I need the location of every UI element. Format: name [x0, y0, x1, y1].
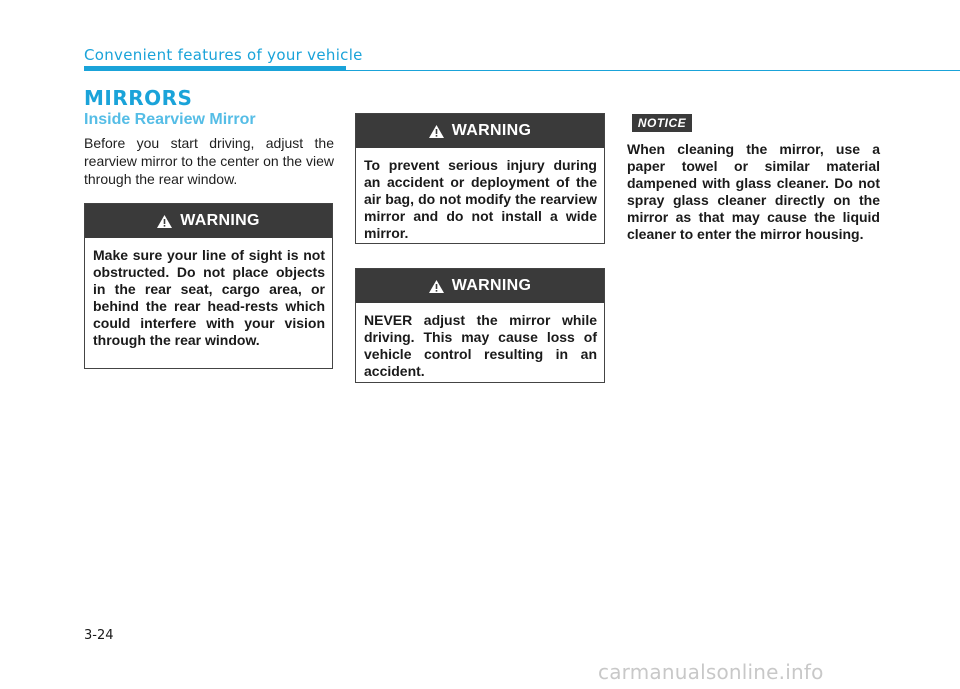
header-title: Convenient features of your vehicle — [84, 46, 363, 64]
warning-header — [356, 269, 604, 303]
notice-badge: NOTICE — [632, 114, 692, 132]
warning-box-no-modify — [355, 113, 605, 244]
section-title: MIRRORS — [84, 86, 193, 110]
warning-triangle-icon — [429, 280, 444, 293]
page-number: 3-24 — [84, 628, 114, 643]
warning-heading: WARNING — [180, 212, 260, 229]
warning-heading: WARNING — [451, 277, 532, 294]
warning-text: Make sure your line of sight is not obstructed. Do not place objects in the rear seat, cargo area, or behind the rear head-rests which could interfere with your vision through the rear window. — [93, 247, 325, 348]
subsection-title: Inside Rearview Mirror — [84, 111, 256, 128]
warning-box-never-adjust — [355, 268, 605, 383]
warning-text: NEVER adjust the mirror while driving. This may cause loss of vehicle control resulting in an accident. — [364, 312, 597, 379]
warning-heading: WARNING — [451, 122, 532, 139]
header-accent-bar — [84, 66, 346, 71]
warning-header — [356, 114, 604, 148]
watermark: carmanualsonline.info — [598, 660, 824, 684]
warning-header — [85, 204, 332, 238]
notice-text: When cleaning the mirror, use a paper towel or similar material dampened with glass cleaner. Do not spray glass cleaner directly on the mirror as that may cause the liquid cleaner to enter the mirror housing. — [627, 141, 880, 242]
warning-triangle-icon — [157, 215, 172, 228]
header-divider-line — [346, 70, 960, 71]
warning-triangle-icon — [429, 125, 444, 138]
warning-box-line-of-sight — [84, 203, 333, 369]
warning-text: To prevent serious injury during an accident or deployment of the air bag, do not modify the rearview mirror and do not install a wide mirror. — [364, 157, 597, 241]
intro-paragraph: Before you start driving, adjust the rearview mirror to the center on the view through the rear window. — [84, 135, 334, 187]
